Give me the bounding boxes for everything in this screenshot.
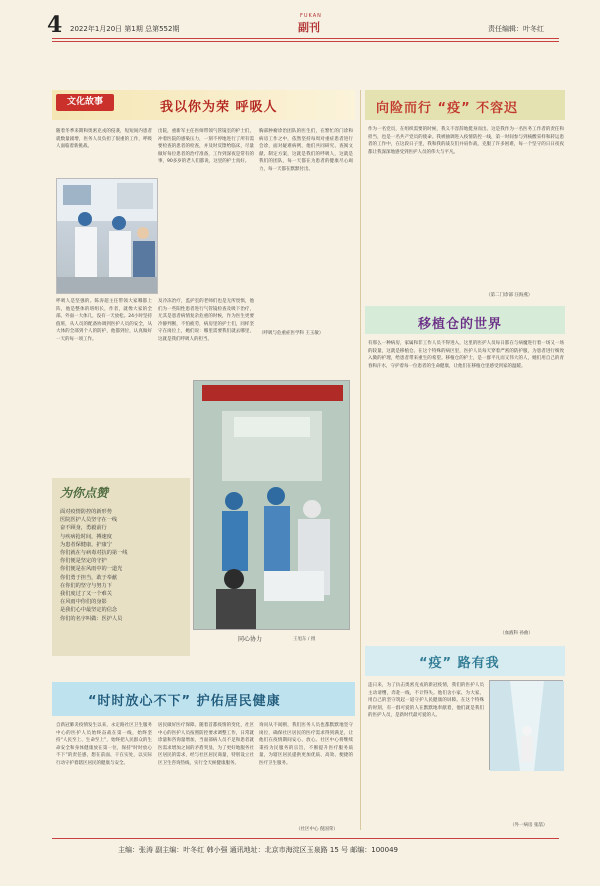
poem-line: 我们度过了又一个难关	[60, 591, 112, 598]
bottom-title: “时时放心不下” 护佑居民健康	[88, 694, 281, 709]
poem-line: 你们勇于担当，敢于奉献	[60, 574, 118, 581]
right2-body: 有那么一种病房，家属和非工作人员不得进入，这里的医护人员每日都在与病魔进行着一场又一场的较量，这就是移植仓。在这个特殊的病区里，医护人员每天穿着严密的防护服，为患者进行细致入微的护理，给患者带来重生的希望。移植仓的护士，是一群平凡而又伟大的人，她们用自己的青春和汗水，守护着每一位患者的生命健康，让他们在移植仓里感受到家的温暖。	[368, 341, 564, 369]
corridor-photo	[489, 680, 563, 770]
poem-line: 在你们的坚守与努力下	[60, 582, 112, 589]
page-footer: 主编：张涛 副主编：叶冬红 韩小强 通讯地址：北京市海淀区玉泉路 15 号 邮编：100049	[118, 846, 398, 854]
header-rule	[52, 38, 559, 39]
team-photo-illustration	[194, 381, 350, 630]
page-header	[0, 0, 600, 52]
right3-body-cont	[489, 774, 563, 818]
story1-title: 我以你为荣 呼吸人	[160, 100, 278, 115]
team-photo	[193, 380, 350, 630]
right2-title: 移植仓的世界	[418, 317, 503, 332]
bottom-col2: 居民做好医疗保障。随着首都疫情的变化，社区中心的医护人员按照防控要求调整工作，日常就诊量和咨询量增加，当面部病人员不足和患者就医需求增加之间的矛盾突显，为了更好地服务社区居民的需求，经与社区居民商量，特别设立社区卫生咨询热线，实行全天候健康服务。	[158, 723, 254, 766]
masthead-en: FUKAN	[300, 13, 322, 19]
bottom-col1: 自新冠肺炎疫情发生以来，永定路社区卫生服务中心的医护人员始终奋战在第一线，始终坚持“人民至上、生命至上”，始终把人民群众的生命安全和身体健康放在第一位，保持“时时放心不下”的责任感，想在前面、干在实处，以实际行动守护着辖区居民的健康与安全。	[56, 723, 152, 766]
issue-info: 2022年1月20日 第1期 总第552期	[70, 25, 180, 33]
right2-signature: （血液科 孙曲）	[500, 631, 533, 636]
right3-signature: （外一病房 张喆）	[510, 823, 548, 828]
poem-line: 在风雨中你们的身影	[60, 599, 107, 606]
corridor-photo-illustration	[490, 681, 564, 771]
story1-col2: 出院，重新军主任医师带领气管镜室的护士们，冲着医院的感染压力，一刻不停地进行了所有需要检查的患者的检查，并及时反馈给临床，尽量做好每位患者的治疗准备，工作到深夜是常有的事，90多岁的老人们都说，这里的护士真好。	[158, 129, 254, 165]
editor-credit: 责任编辑：叶冬红	[488, 25, 544, 33]
poem-lines	[60, 508, 186, 623]
right3-title: “疫” 路有我	[419, 656, 500, 671]
column-divider	[360, 90, 361, 830]
story1-col3: 胸部肿瘤诊治团队的医生们，在繁忙的门诊和病房工作之中，依然坚持每周对重症患者进行会诊，面对疑难病例，他们共同研究、查阅文献、制定方案，这就是我们的呼吸人，这就是我们的团队，每一天都在为患者的健康尽心竭力，每一天都在默默付出。	[259, 129, 353, 172]
ward-photo	[56, 178, 158, 294]
section-tag: 文化故事	[56, 94, 114, 111]
ward-photo-illustration	[57, 179, 158, 294]
poem-line: 面对疫情防控的新形势	[60, 509, 112, 515]
page-number: 4	[47, 12, 63, 38]
header-rule-thin	[52, 41, 559, 42]
right1-body: 作为一名党员，在组织需要的时候，我义不容辞地挺身而出。这是我作为一名医务工作者的责任和担当，也是一名共产党员的使命。我被抽调进入疫情防控一线，第一时间参与到核酸采样和转运患者的工作中，在这段日子里，我和我的战友们并肩作战，克服了许多困难，每一个坚守的日日夜夜都让我深深地感受到医护人员的伟大与平凡。	[368, 127, 564, 155]
right1-title: 向险而行 “疫” 不容迟	[376, 101, 519, 116]
poem-line: 与疾病抢时间，搏速度	[60, 533, 112, 540]
footer-rule	[52, 838, 559, 839]
story1-col1: 随着冬季来期和奥密克戎的侵袭，短短间内患者就数量剧增，医务人员负担了很重的工作，呼吸人面临着新挑战。	[56, 129, 152, 150]
poem-title: 为你点赞	[60, 486, 109, 500]
poem-line: 医院医护人员坚守在一线	[60, 517, 118, 524]
story1-col1b: 呼吸人是坚强的。陈涛超主任带领大家哪都上阵，他是整体的班组长，作者，就像大家的全部。外面一大体几，没有一天放松。24小时坚持值班，从人员的配备协调到医护人员的安全，从大体的全部到个人的防护，他都到位，认真做好一天的每一项工作。	[56, 299, 152, 342]
poem-line: 是我们心中最坚定的信念	[60, 607, 118, 614]
masthead-cn: 副刊	[298, 21, 320, 34]
story1-signature: （呼吸与危重症医学科 王玉敏）	[259, 331, 324, 336]
story1-col2b: 及冷冻治疗，监护室的老师们也是无所畏惧，他们为一些阳性患者进行气管镜检查及吸下治疗，尤其是患者病情复杂危重的时候，作为医生更要冷静判断，不怕疲劳，病房里的护士们，同样坚守在岗位上，她们说：哪里需要我们就去哪里，这就是我们呼吸人的担当。	[158, 299, 254, 342]
bottom-col3: 询问从不间断，我们医务人员也都默默地坚守岗位，确保社区居民的医疗需求得到满足，让他们在疫情期间安心、放心。社区中心将继续秉持为民服务的宗旨，不断提升医疗服务质量，为辖区居民提供更加优质、高效、便捷的医疗卫生服务。	[259, 723, 353, 766]
poem-line: 为患者保健康，护康宁	[60, 541, 112, 548]
right3-body: 违日来，为了抗击奥密克戎的新冠疫情，我们的医护人员主动请缨，奔赴一线，不计得失。他们舍小家、为大家，用自己的坚守筑起一道守护人民健康的屏障。在这个特殊的时刻，有一群可爱的人在默默地奉献着，他们就是我们的医护人员，是新时代最可爱的人。	[368, 683, 484, 719]
poem-line: 你们便是在风雨中的一道光	[60, 566, 123, 573]
right1-signature: （第二门诊部 汪海燕）	[486, 293, 533, 298]
poem-line: 你们就在与病毒对抗的第一线	[60, 550, 128, 557]
photo-caption: 同心协力	[238, 636, 263, 643]
poem-line: 你们的名字叫做：医护人员	[60, 615, 123, 622]
photo-credit: 王旭东 / 摄	[293, 637, 316, 642]
poem-line: 奋不顾身，勇毅前行	[60, 525, 107, 532]
poem-line: 你们便是坚定的守护	[60, 558, 107, 565]
bottom-signature: （社区中心 倪国荣）	[296, 827, 338, 832]
